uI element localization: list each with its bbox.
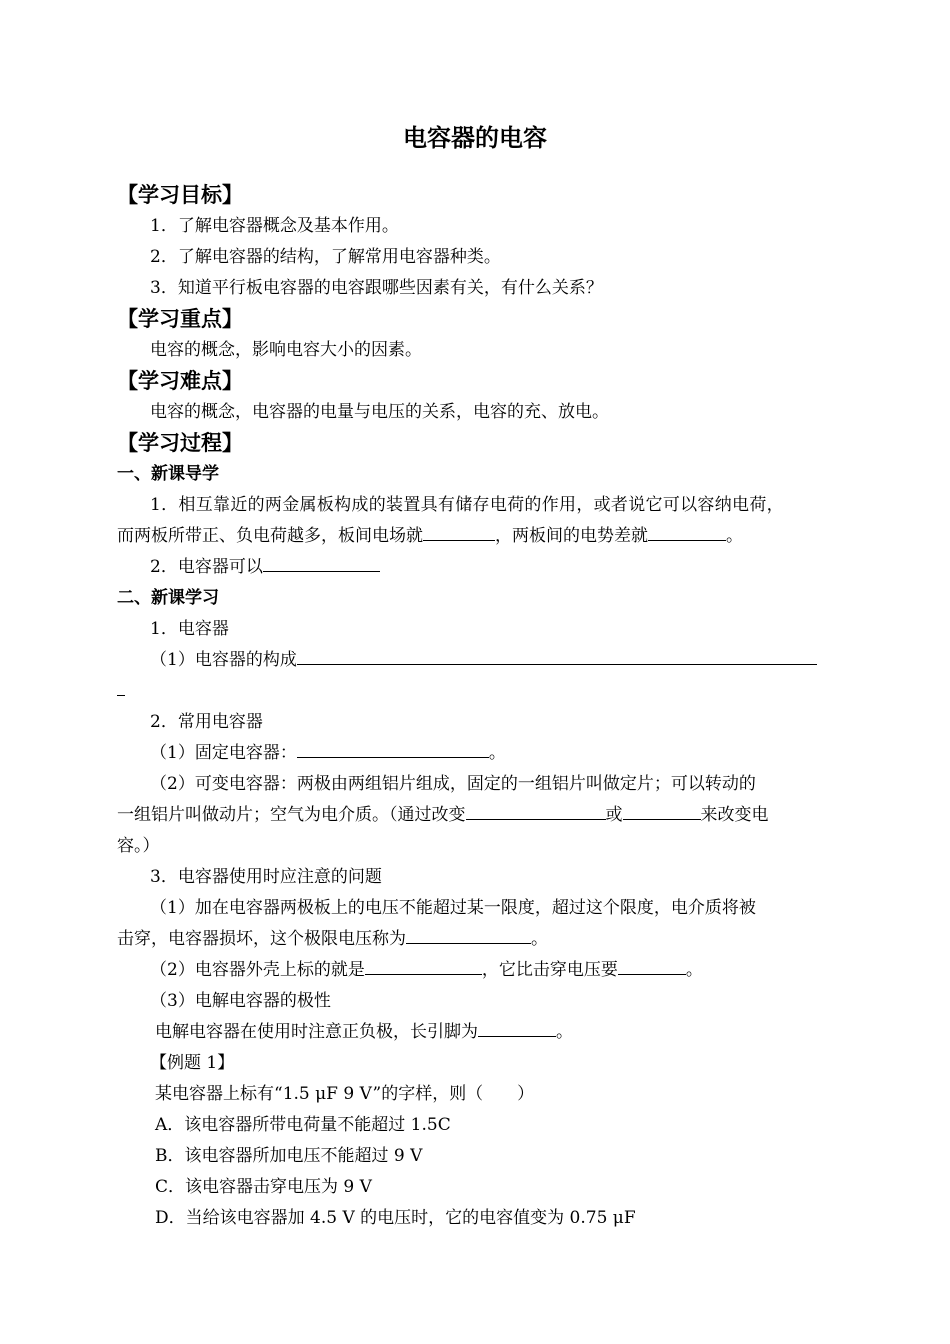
s2-2-line2	[117, 800, 847, 831]
process-heading: 【学习过程】	[117, 431, 243, 455]
answer-blank[interactable]	[478, 1017, 556, 1037]
s2-1-line	[150, 738, 880, 769]
difficulties-heading: 【学习难点】	[117, 369, 243, 393]
s3-3-text-a: 电解电容器在使用时注意正负极，长引脚为	[155, 1022, 478, 1042]
example-option: A．该电容器所带电荷量不能超过 1.5C	[155, 1115, 451, 1135]
s3-1-line1: （1）加在电容器两极板上的电压不能超过某一限度，超过这个限度，电介质将被	[150, 898, 756, 918]
s1-1-text: （1）电容器的构成	[150, 650, 297, 670]
difficulties-text: 电容的概念，电容器的电量与电压的关系，电容的充、放电。	[150, 402, 609, 422]
q1-line1: 1．相互靠近的两金属板构成的装置具有储存电荷的作用，或者说它可以容纳电荷，	[150, 495, 784, 515]
s3-2-text-a: （2）电容器外壳上标的就是	[150, 960, 365, 980]
s3-2-line	[150, 955, 880, 986]
answer-blank[interactable]	[423, 521, 495, 541]
goal-item: 3．知道平行板电容器的电容跟哪些因素有关，有什么关系？	[150, 278, 603, 298]
s3-1-line2	[117, 924, 847, 955]
s2-2-text-c: 来改变电	[700, 805, 769, 825]
q1-text-a: 而两板所带正、负电荷越多，板间电场就	[117, 526, 423, 546]
s3-heading: 3．电容器使用时应注意的问题	[150, 867, 382, 887]
keypoints-heading: 【学习重点】	[117, 307, 243, 331]
s3-1-text-a: 击穿，电容器损坏，这个极限电压称为	[117, 929, 406, 949]
answer-blank[interactable]	[365, 955, 482, 975]
s2-2-text-a: 一组铝片叫做动片；空气为电介质。（通过改变	[117, 805, 466, 825]
goals-heading: 【学习目标】	[117, 183, 243, 207]
part2-heading: 二、新课学习	[117, 588, 219, 608]
s2-2-line3: 容。）	[117, 836, 160, 856]
answer-blank[interactable]	[466, 800, 606, 820]
s2-1-text-a: （1）固定电容器：	[150, 743, 297, 763]
s2-2-line1: （2）可变电容器：两极由两组铝片组成，固定的一组铝片叫做定片；可以转动的	[150, 774, 756, 794]
answer-blank[interactable]	[297, 645, 817, 665]
answer-blank[interactable]	[297, 738, 489, 758]
s1-1-line	[150, 645, 880, 676]
part1-heading: 一、新课导学	[117, 464, 219, 484]
example-question: 某电容器上标有“1.5 μF 9 V”的字样，则（ ）	[155, 1084, 535, 1104]
example-option: B．该电容器所加电压不能超过 9 V	[155, 1146, 423, 1166]
q1-line2	[117, 521, 847, 552]
goal-item: 1．了解电容器概念及基本作用。	[150, 216, 399, 236]
example-option: C．该电容器击穿电压为 9 V	[155, 1177, 372, 1197]
s3-3-heading: （3）电解电容器的极性	[150, 991, 331, 1011]
s3-2-text-b: ，它比击穿电压要	[481, 960, 618, 980]
answer-blank[interactable]	[406, 924, 531, 944]
s3-3-text-b: 。	[556, 1022, 573, 1042]
answer-blank[interactable]	[623, 800, 701, 820]
s2-heading: 2．常用电容器	[150, 712, 263, 732]
s3-1-text-b: 。	[531, 929, 548, 949]
s2-1-text-b: 。	[488, 743, 506, 763]
q2-text: 2．电容器可以	[150, 557, 263, 577]
s1-1-wrap-line	[117, 676, 847, 707]
q2-line	[150, 552, 880, 583]
answer-blank[interactable]	[618, 955, 686, 975]
s2-2-text-b: 或	[605, 805, 623, 825]
answer-blank[interactable]	[117, 676, 125, 696]
answer-blank[interactable]	[263, 552, 380, 572]
s1-heading: 1．电容器	[150, 619, 229, 639]
document-title: 电容器的电容	[403, 124, 547, 152]
s3-3-text-line	[155, 1017, 885, 1048]
goal-item: 2．了解电容器的结构，了解常用电容器种类。	[150, 247, 501, 267]
example-label: 【例题 1】	[150, 1053, 235, 1073]
q1-text-b: ，两板间的电势差就	[495, 526, 648, 546]
answer-blank[interactable]	[648, 521, 726, 541]
example-option: D．当给该电容器加 4.5 V 的电压时，它的电容值变为 0.75 μF	[155, 1208, 636, 1228]
keypoints-text: 电容的概念，影响电容大小的因素。	[150, 340, 422, 360]
s3-2-text-c: 。	[685, 960, 703, 980]
q1-text-c: 。	[726, 526, 743, 546]
